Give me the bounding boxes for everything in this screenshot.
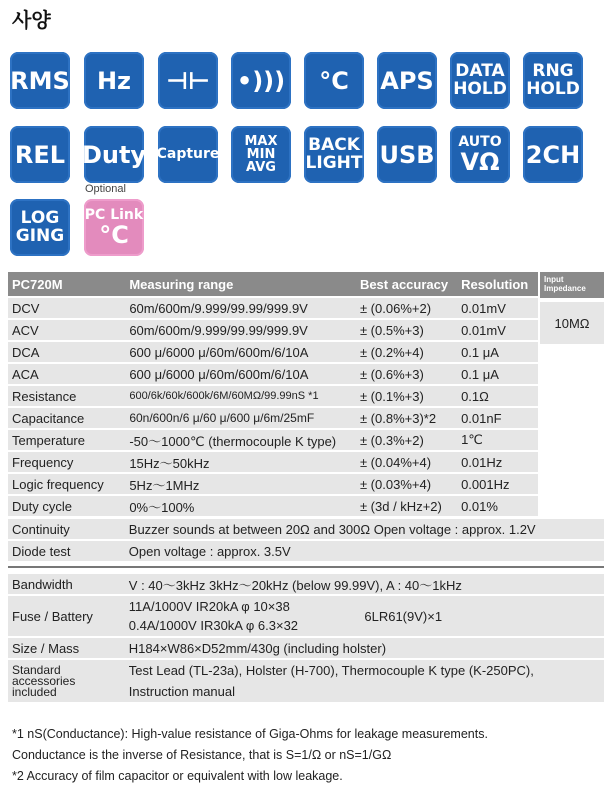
celsius-icon	[304, 52, 364, 109]
accessories-value	[125, 660, 604, 702]
table-cell: Diode test	[8, 541, 125, 561]
table-cell: ± (0.6%+3)	[356, 364, 457, 384]
continuity-sound-icon	[231, 52, 291, 109]
table-cell: 1℃	[457, 430, 538, 450]
accessories-label-line2: accessories	[12, 673, 76, 688]
2ch-icon	[523, 126, 583, 183]
optional-label: Optional	[85, 183, 126, 195]
continuity-sound-text-1: •)))	[236, 66, 286, 95]
accessories-label	[8, 660, 125, 702]
table-cell: ± (0.1%+3)	[356, 386, 457, 406]
capture-text-1: Capture	[156, 146, 220, 163]
duty-text-1: Duty	[81, 140, 147, 169]
table-row	[8, 474, 538, 494]
table-row	[8, 452, 538, 472]
table-cell: ± (0.06%+2)	[356, 298, 457, 318]
table-cell: -50～1000℃ (thermocouple K type)	[125, 430, 356, 450]
impedance-header-line1: Input	[544, 275, 564, 284]
pc-link-celsius-text-1: PC Link	[84, 207, 144, 224]
impedance-header-line2: Impedance	[544, 284, 586, 293]
table-cell: ± (0.2%+4)	[356, 342, 457, 362]
spec-table-header	[8, 272, 538, 296]
header-cell: Measuring range	[125, 272, 356, 296]
duty-icon	[81, 126, 147, 183]
table-row	[8, 519, 604, 539]
data-hold-icon	[450, 52, 510, 109]
table-cell: 0.1 μA	[457, 342, 538, 362]
bandwidth-label: Bandwidth	[8, 574, 125, 594]
table-cell: ± (0.3%+2)	[356, 430, 457, 450]
table-cell: 600 μ/6000 μ/60m/600m/6/10A	[125, 364, 356, 384]
table-cell: Buzzer sounds at between 20Ω and 300Ω Open voltage : approx. 1.2V	[125, 519, 604, 539]
logging-text-2: GING	[15, 225, 65, 246]
auto-v-ohm-icon	[450, 126, 510, 183]
data-hold-text-1: DATA	[455, 61, 505, 82]
table-cell: Capacitance	[8, 408, 125, 428]
table-cell: 15Hz～50kHz	[125, 452, 356, 472]
section-divider	[8, 566, 604, 568]
spec-wide-table	[8, 517, 604, 563]
table-cell: ACA	[8, 364, 125, 384]
usb-text-1: USB	[379, 140, 435, 169]
table-row	[8, 408, 538, 428]
table-cell: Continuity	[8, 519, 125, 539]
capacitor-text-1: ⊣⊢	[166, 66, 210, 95]
capacitor-icon	[158, 52, 218, 109]
auto-v-ohm-text-2: VΩ	[460, 147, 500, 176]
table-row	[8, 298, 538, 318]
table-cell: 0.01mV	[457, 320, 538, 340]
table-row	[8, 342, 538, 362]
footnotes	[12, 724, 488, 787]
fuse-line1: 11A/1000V IR20kA φ 10×38	[128, 599, 290, 614]
usb-icon	[377, 126, 437, 183]
rms-icon	[10, 52, 70, 109]
table-cell: Temperature	[8, 430, 125, 450]
accessories-line2: Instruction manual	[128, 684, 236, 699]
footnote-3: *2 Accuracy of film capacitor or equivalent with low leakage.	[12, 769, 343, 783]
table-cell: 0.1Ω	[457, 386, 538, 406]
input-impedance-value: 10MΩ	[540, 302, 604, 344]
max-min-avg-icon	[231, 126, 291, 183]
footnote-1: *1 nS(Conductance): High-value resistance of Giga-Ohms for leakage measurements.	[12, 727, 488, 741]
rel-text-1: REL	[14, 140, 66, 169]
bandwidth-value: V : 40～3kHz 3kHz～20kHz (below 99.99V), A : 40～1kHz	[125, 574, 604, 594]
hz-text-1: Hz	[96, 66, 132, 95]
table-cell: 5Hz～1MHz	[125, 474, 356, 494]
size-label: Size / Mass	[8, 638, 125, 658]
footnote-2: Conductance is the inverse of Resistance, that is S=1/Ω or nS=1/GΩ	[12, 748, 392, 762]
table-cell: 0.01nF	[457, 408, 538, 428]
table-row	[8, 364, 538, 384]
auto-v-ohm-text-1: AUTO	[458, 134, 502, 151]
header-cell: Resolution	[457, 272, 538, 296]
table-row	[8, 320, 538, 340]
table-cell: ± (0.5%+3)	[356, 320, 457, 340]
table-cell: 600/6k/60k/600k/6M/60MΩ/99.99nS *1	[125, 386, 356, 406]
general-spec-table	[8, 572, 604, 704]
pc-link-celsius-icon	[84, 199, 144, 256]
2ch-text-1: 2CH	[525, 140, 581, 169]
table-row	[8, 496, 538, 516]
table-cell: 0.1 μA	[457, 364, 538, 384]
rng-hold-icon	[523, 52, 583, 109]
input-impedance-header	[540, 272, 604, 298]
table-cell: Duty cycle	[8, 496, 125, 516]
table-cell: 0.001Hz	[457, 474, 538, 494]
table-cell: 60m/600m/9.999/99.99/999.9V	[125, 298, 356, 318]
aps-icon	[377, 52, 437, 109]
size-value: H184×W86×D52mm/430g (including holster)	[125, 638, 604, 658]
max-min-avg-text-3: AVG	[246, 160, 276, 175]
backlight-text-1: BACK	[308, 135, 360, 156]
data-hold-text-2: HOLD	[453, 78, 507, 99]
max-min-avg-text-1: MAX	[244, 134, 278, 149]
table-cell: Logic frequency	[8, 474, 125, 494]
rng-hold-text-1: RNG	[532, 61, 574, 82]
battery-value: 6LR61(9V)×1	[360, 596, 604, 636]
table-cell: Open voltage : approx. 3.5V	[125, 541, 604, 561]
table-row	[8, 386, 538, 406]
page-title: 사양	[12, 8, 51, 32]
table-cell: 600 μ/6000 μ/60m/600m/6/10A	[125, 342, 356, 362]
accessories-label-line1: Standard	[12, 662, 61, 677]
fuse-value	[125, 596, 361, 636]
table-cell: Resistance	[8, 386, 125, 406]
table-cell: Frequency	[8, 452, 125, 472]
logging-icon	[10, 199, 70, 256]
table-cell: ± (0.03%+4)	[356, 474, 457, 494]
accessories-line1: Test Lead (TL-23a), Holster (H-700), Thermocouple K type (K-250PC),	[128, 663, 534, 678]
header-cell: PC720M	[8, 272, 125, 296]
fuse-label: Fuse / Battery	[8, 596, 125, 636]
table-cell: ACV	[8, 320, 125, 340]
rel-icon	[10, 126, 70, 183]
table-cell: 0.01Hz	[457, 452, 538, 472]
table-cell: ± (0.04%+4)	[356, 452, 457, 472]
table-row	[8, 430, 538, 450]
backlight-icon	[304, 126, 364, 183]
table-cell: 0%～100%	[125, 496, 356, 516]
accessories-label-line3: included	[12, 684, 57, 699]
rng-hold-text-2: HOLD	[526, 78, 580, 99]
table-cell: 0.01mV	[457, 298, 538, 318]
backlight-text-2: LIGHT	[305, 152, 363, 173]
table-cell: DCV	[8, 298, 125, 318]
max-min-avg-text-2: MIN	[246, 147, 276, 162]
table-cell: ± (3d / kHz+2)	[356, 496, 457, 516]
table-cell: 60n/600n/6 μ/60 μ/600 μ/6m/25mF	[125, 408, 356, 428]
pc-link-celsius-text-2: °C	[99, 220, 129, 249]
spec-table	[8, 270, 538, 518]
capture-icon	[158, 126, 218, 183]
aps-text-1: APS	[380, 66, 434, 95]
table-cell: 0.01%	[457, 496, 538, 516]
celsius-text-1: °C	[319, 66, 349, 95]
table-cell: DCA	[8, 342, 125, 362]
rms-text-1: RMS	[10, 66, 70, 95]
table-row	[8, 541, 604, 561]
table-cell: ± (0.8%+3)*2	[356, 408, 457, 428]
hz-icon	[84, 52, 144, 109]
table-cell: 60m/600m/9.999/99.99/999.9V	[125, 320, 356, 340]
header-cell: Best accuracy	[356, 272, 457, 296]
fuse-line2: 0.4A/1000V IR30kA φ 6.3×32	[128, 618, 299, 633]
logging-text-1: LOG	[20, 208, 60, 229]
